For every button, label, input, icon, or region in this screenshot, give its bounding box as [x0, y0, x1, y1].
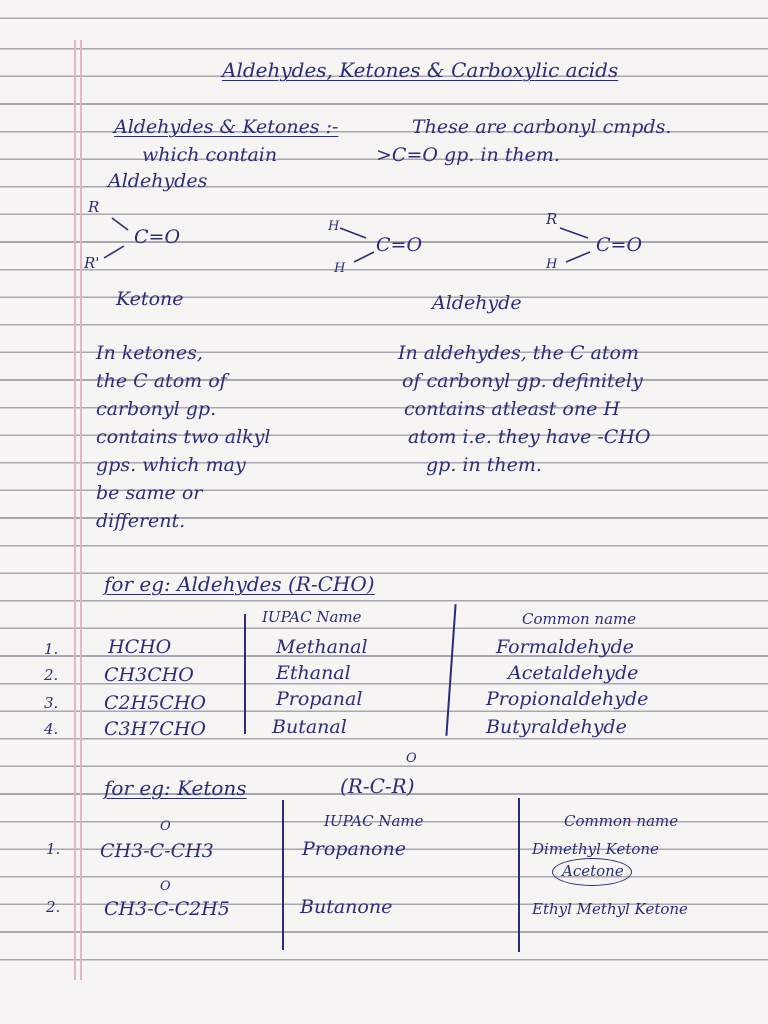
aldehyde-table-heading: for eg: Aldehydes (R-CHO)	[104, 572, 375, 596]
row-common: Ethyl Methyl Ketone	[532, 900, 688, 918]
aldehyde-caption: Aldehyde	[432, 292, 522, 314]
row-number: 2.	[44, 666, 59, 684]
aldehyde-note-line: atom i.e. they have -CHO	[408, 426, 651, 448]
ketone-note-line: gps. which may	[96, 454, 246, 476]
row-common: Dimethyl Ketone	[532, 840, 659, 858]
row-formula: CH3-C-CH3	[100, 840, 214, 862]
ketone-r1: R	[88, 198, 100, 216]
ketone-general-formula: (R-C-R)	[340, 774, 415, 798]
intro-heading: Aldehydes & Ketones :-	[114, 116, 339, 138]
row-carbonyl-o: O	[160, 819, 171, 834]
ketone-col-common: Common name	[564, 812, 679, 830]
aldehyde-table-divider	[244, 614, 246, 734]
ketone-note-line: different.	[96, 510, 186, 532]
ketone-table-divider	[282, 800, 284, 950]
ketone-general-o: O	[406, 751, 417, 766]
intro-line2b: >C=O gp. in them.	[376, 144, 560, 166]
row-formula: C2H5CHO	[104, 692, 206, 714]
ketone-table-divider	[518, 798, 520, 952]
row-common: Acetaldehyde	[508, 662, 639, 684]
aldehydes-label: Aldehydes	[108, 170, 208, 192]
ketone-caption: Ketone	[116, 288, 184, 310]
row-number: 2.	[46, 898, 61, 916]
row-iupac: Propanone	[302, 838, 406, 860]
row-number: 4.	[44, 720, 59, 738]
row-formula: CH3-C-C2H5	[104, 898, 230, 920]
ketone-col-iupac: IUPAC Name	[324, 812, 424, 830]
ketone-note-line: carbonyl gp.	[96, 398, 217, 420]
formaldehyde-h2: H	[334, 261, 346, 276]
row-common: Formaldehyde	[496, 636, 634, 658]
row-iupac: Propanal	[276, 688, 363, 710]
row-common: Butyraldehyde	[486, 716, 627, 738]
ketone-table-heading: for eg: Ketons	[104, 776, 247, 800]
ketone-note-line: be same or	[96, 482, 203, 504]
intro-line1: These are carbonyl cmpds.	[412, 116, 672, 138]
aldehyde-note-line: of carbonyl gp. definitely	[402, 370, 643, 392]
ketone-r2: R'	[84, 254, 100, 272]
formaldehyde-h1: H	[328, 219, 340, 234]
aldehyde-group: C=O	[596, 234, 643, 256]
formaldehyde-group: C=O	[376, 234, 423, 256]
intro-line2a: which contain	[142, 144, 278, 166]
aldehyde-note-line: gp. in them.	[426, 454, 542, 476]
row-number: 1.	[44, 640, 59, 658]
row-number: 1.	[46, 840, 61, 858]
aldehyde-h: H	[546, 257, 558, 272]
ketone-group: C=O	[134, 226, 181, 248]
aldehyde-col-iupac: IUPAC Name	[262, 608, 362, 626]
row-formula: CH3CHO	[104, 664, 194, 686]
aldehyde-note-line: contains atleast one H	[404, 398, 620, 420]
aldehyde-col-common: Common name	[522, 610, 637, 628]
page-title: Aldehydes, Ketones & Carboxylic acids	[222, 58, 619, 82]
row-iupac: Ethanal	[276, 662, 351, 684]
row-common-alt: Acetone	[562, 862, 624, 880]
ketone-note-line: In ketones,	[96, 342, 203, 364]
row-number: 3.	[44, 694, 59, 712]
ketone-note-line: contains two alkyl	[96, 426, 271, 448]
row-iupac: Butanal	[272, 716, 347, 738]
row-formula: C3H7CHO	[104, 718, 206, 740]
aldehyde-r1: R	[546, 210, 558, 228]
ketone-note-line: the C atom of	[96, 370, 227, 392]
row-iupac: Methanal	[276, 636, 368, 658]
row-carbonyl-o: O	[160, 879, 171, 894]
row-common: Propionaldehyde	[486, 688, 649, 710]
row-iupac: Butanone	[300, 896, 393, 918]
row-formula: HCHO	[108, 636, 172, 658]
aldehyde-note-line: In aldehydes, the C atom	[398, 342, 639, 364]
